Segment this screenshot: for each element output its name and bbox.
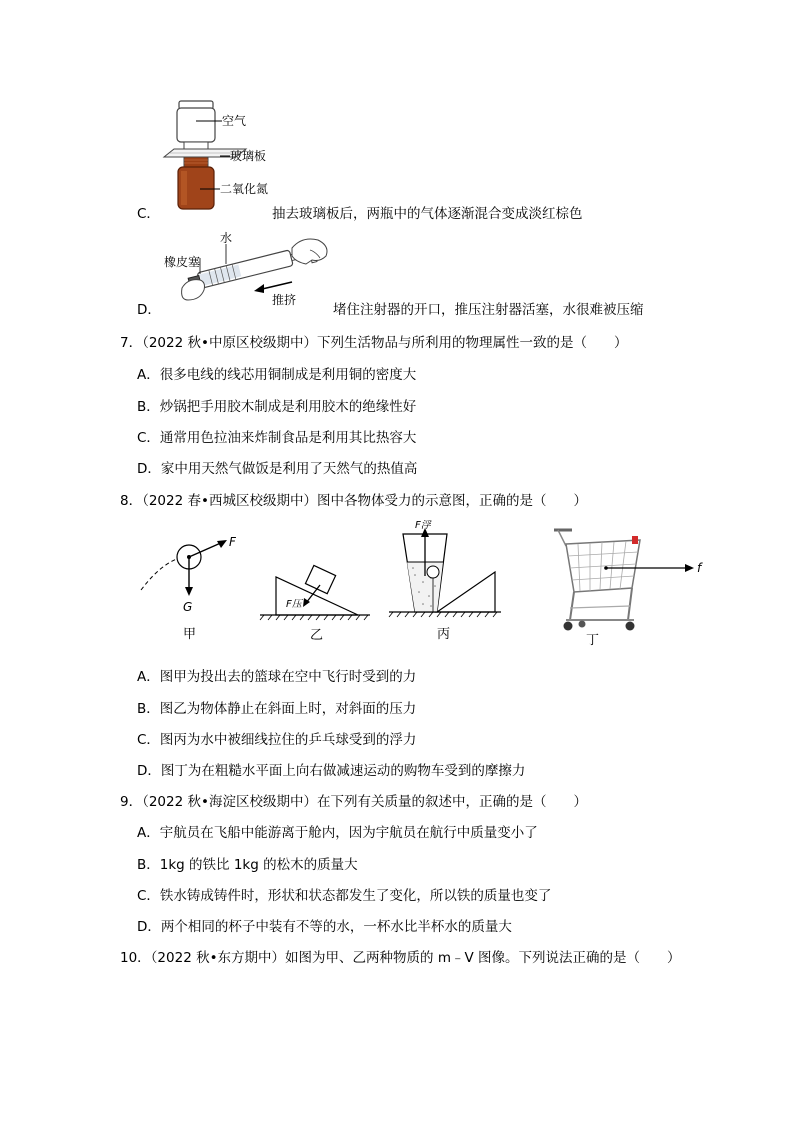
figure-jia — [135, 530, 255, 645]
label-glass-plate: 玻璃板 — [230, 149, 267, 163]
question-9-stem: 9．（2022 秋•海淀区校级期中）在下列有关质量的叙述中，正确的是（ ） — [120, 794, 587, 810]
caption-jia: 甲 — [183, 627, 197, 642]
caption-yi: 乙 — [310, 628, 324, 643]
air-bottle — [177, 108, 215, 142]
incline-bing — [437, 572, 495, 612]
label-no2: 二氧化氮 — [220, 182, 269, 196]
label-buoyancy: F浮 — [415, 520, 431, 531]
question-7-option-a: A．很多电线的线芯用铜制成是利用铜的密度大 — [137, 367, 417, 383]
question-9-option-a: A．宇航员在飞船中能游离于舱内，因为宇航员在航行中质量变小了 — [137, 825, 538, 841]
cart-wheel — [579, 621, 586, 628]
label-air: 空气 — [222, 114, 247, 128]
item-c-letter: C． — [137, 206, 160, 222]
item-d-text: 堵住注射器的开口，推压注射器活塞，水很难被压缩 — [333, 302, 644, 318]
syringe-figure — [160, 230, 340, 310]
question-8-option-c: C．图丙为水中被细线拉住的乒乓球受到的浮力 — [137, 732, 417, 748]
label-water: 水 — [220, 231, 233, 245]
label-force-f: F — [229, 535, 236, 549]
question-8-option-d: D．图丁为在粗糙水平面上向右做减速运动的购物车受到的摩擦力 — [137, 763, 526, 779]
question-7-stem: 7．（2022 秋•中原区校级期中）下列生活物品与所利用的物理属性一致的是（ ） — [120, 335, 628, 351]
item-c-text: 抽去玻璃板后，两瓶中的气体逐渐混合变成淡红棕色 — [272, 206, 583, 222]
item-d-letter: D． — [137, 302, 161, 318]
block-on-incline — [305, 565, 335, 593]
question-9-option-d: D．两个相同的杯子中装有不等的水，一杯水比半杯水的质量大 — [137, 919, 512, 935]
question-8-option-b: B．图乙为物体静止在斜面上时，对斜面的压力 — [137, 701, 417, 717]
label-force-g: G — [183, 600, 193, 614]
question-7-option-d: D．家中用天然气做饭是利用了天然气的热值高 — [137, 461, 418, 477]
caption-ding: 丁 — [586, 633, 600, 647]
question-7-option-c: C．通常用色拉油来炸制食品是利用其比热容大 — [137, 430, 417, 446]
right-hand — [292, 239, 327, 264]
gas-diffusion-figure — [150, 95, 280, 220]
label-stopper: 橡皮塞 — [164, 255, 201, 269]
figure-ding — [548, 522, 718, 647]
question-9-option-b: B．1kg 的铁比 1kg 的松木的质量大 — [137, 857, 358, 873]
label-pressure-force: F压 — [286, 599, 302, 610]
label-push: 推挤 — [272, 293, 297, 307]
cart-wheel — [626, 622, 635, 631]
question-9-option-c: C．铁水铸成铸件时，形状和状态都发生了变化，所以铁的质量也变了 — [137, 888, 552, 904]
question-7-option-b: B．炒锅把手用胶木制成是利用胶木的绝缘性好 — [137, 399, 417, 415]
cart-wheel — [564, 622, 573, 631]
figure-bing — [385, 520, 505, 645]
label-friction: f — [697, 561, 702, 575]
ping-pong-ball — [427, 566, 439, 578]
question-8-option-a: A．图甲为投出去的篮球在空中飞行时受到的力 — [137, 669, 417, 685]
left-hand — [182, 280, 205, 300]
caption-bing: 丙 — [437, 627, 451, 642]
question-8-stem: 8．（2022 春•西城区校级期中）图中各物体受力的示意图，正确的是（ ） — [120, 493, 587, 509]
question-10-stem: 10．（2022 秋•东方期中）如图为甲、乙两种物质的 m﹣V 图像。下列说法正确的是（ ） — [120, 950, 681, 966]
figure-yi — [258, 555, 378, 645]
cart-accent — [632, 536, 638, 544]
